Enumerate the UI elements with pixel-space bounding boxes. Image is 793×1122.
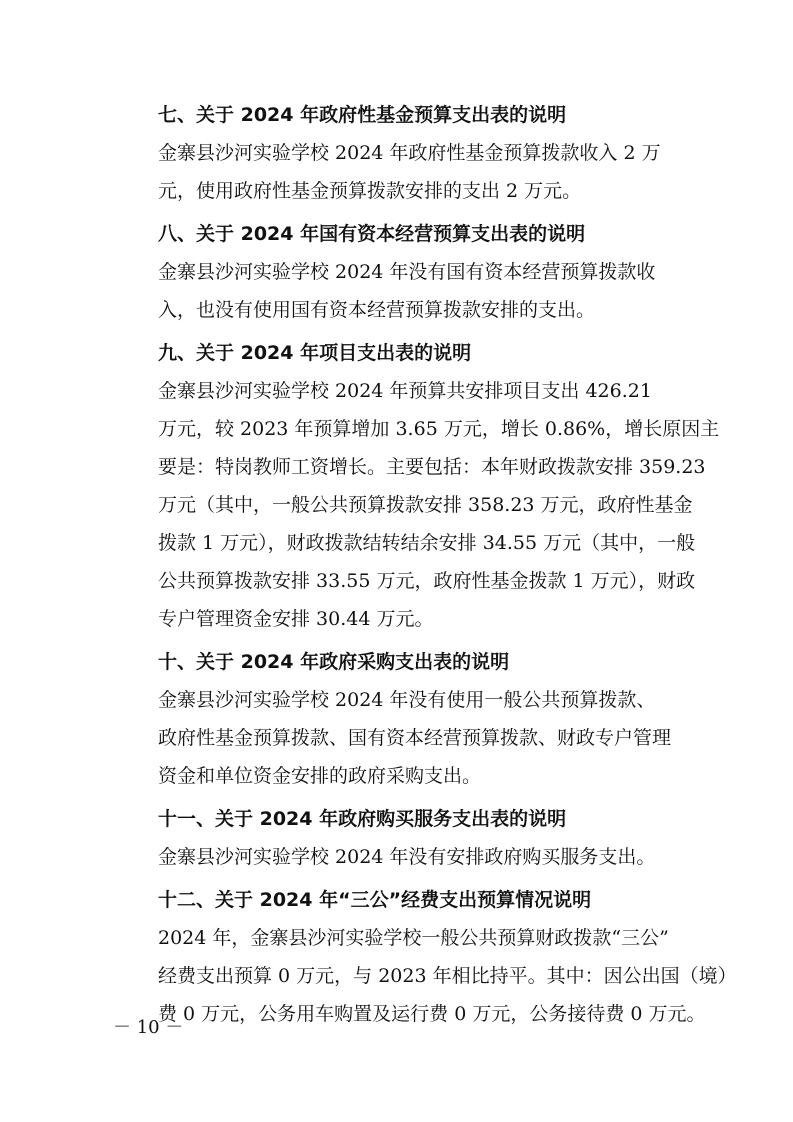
text-line: 政府性基金预算拨款、国有资本经营预算拨款、财政专户管理 bbox=[158, 727, 672, 749]
page-number: － 10 － bbox=[113, 1017, 184, 1038]
section-7 bbox=[113, 96, 703, 210]
section-10 bbox=[113, 643, 703, 795]
section-heading: 九、关于 2024 年项目支出表的说明 bbox=[158, 342, 472, 364]
text-line: 金寨县沙河实验学校 2024 年没有使用一般公共预算拨款、 bbox=[158, 689, 656, 711]
text-line: 万元（其中，一般公共预算拨款安排 358.23 万元，政府性基金 bbox=[158, 494, 693, 516]
text-line: 要是：特岗教师工资增长。主要包括：本年财政拨款安排 359.23 bbox=[158, 456, 706, 478]
section-12 bbox=[113, 881, 737, 1033]
document-body bbox=[113, 96, 737, 1038]
text-line: 费 0 万元，公务用车购置及运行费 0 万元，公务接待费 0 万元。 bbox=[158, 1003, 706, 1025]
section-heading: 八、关于 2024 年国有资本经营预算支出表的说明 bbox=[158, 223, 586, 245]
text-line: 金寨县沙河实验学校 2024 年没有国有资本经营预算拨款收 bbox=[158, 261, 656, 283]
section-8 bbox=[113, 215, 703, 329]
text-line: 万元，较 2023 年预算增加 3.65 万元，增长 0.86%，增长原因主 bbox=[158, 418, 720, 440]
text-line: 金寨县沙河实验学校 2024 年预算共安排项目支出 426.21 bbox=[158, 380, 652, 402]
text-line: 经费支出预算 0 万元，与 2023 年相比持平。其中：因公出国（境） bbox=[158, 965, 737, 987]
section-paragraph bbox=[113, 681, 703, 795]
section-heading: 十一、关于 2024 年政府购买服务支出表的说明 bbox=[158, 808, 567, 830]
section-11 bbox=[113, 800, 703, 876]
text-line: 金寨县沙河实验学校 2024 年政府性基金预算拨款收入 2 万 bbox=[158, 142, 661, 164]
text-line: 入，也没有使用国有资本经营预算拨款安排的支出。 bbox=[158, 299, 596, 321]
text-line: 2024 年，金寨县沙河实验学校一般公共预算财政拨款“三公” bbox=[158, 927, 669, 949]
text-line: 拨款 1 万元），财政拨款结转结余安排 34.55 万元（其中，一般 bbox=[158, 532, 696, 554]
section-9 bbox=[113, 334, 720, 638]
text-line: 资金和单位资金安排的政府采购支出。 bbox=[158, 765, 482, 787]
section-paragraph bbox=[113, 134, 703, 210]
text-line: 元，使用政府性基金预算拨款安排的支出 2 万元。 bbox=[158, 180, 582, 202]
section-heading: 七、关于 2024 年政府性基金预算支出表的说明 bbox=[158, 104, 567, 126]
section-paragraph bbox=[113, 372, 720, 638]
text-line: 专户管理资金安排 30.44 万元。 bbox=[158, 608, 434, 630]
section-paragraph bbox=[113, 919, 737, 1033]
section-heading: 十、关于 2024 年政府采购支出表的说明 bbox=[158, 651, 510, 673]
text-line: 公共预算拨款安排 33.55 万元，政府性基金拨款 1 万元），财政 bbox=[158, 570, 696, 592]
section-heading: 十二、关于 2024 年“三公”经费支出预算情况说明 bbox=[158, 889, 592, 911]
section-paragraph bbox=[113, 253, 703, 329]
section-paragraph bbox=[113, 838, 703, 876]
text-line: 金寨县沙河实验学校 2024 年没有安排政府购买服务支出。 bbox=[158, 846, 656, 868]
